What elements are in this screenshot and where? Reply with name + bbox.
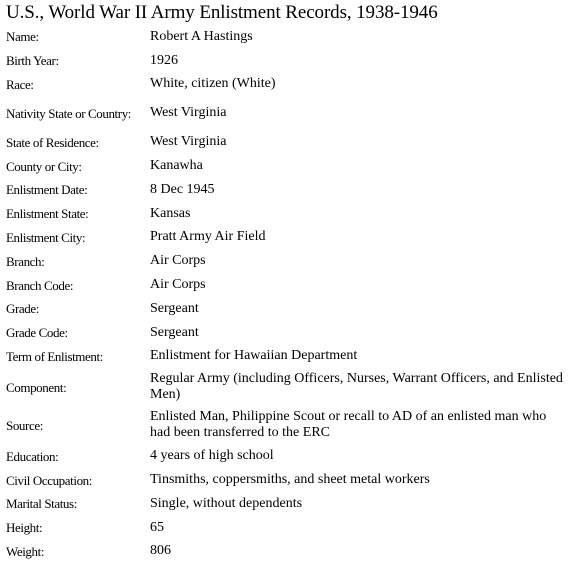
record-label: Grade Code: — [6, 325, 68, 341]
record-label: Civil Occupation: — [6, 472, 92, 488]
record-row-nativity — [6, 96, 566, 130]
record-value: 65 — [150, 519, 164, 535]
record-row-branch-code — [6, 273, 566, 297]
record-value: Enlisted Man, Philippine Scout or recall to AD of an enlisted man who had been transferred to the ERC — [150, 409, 547, 441]
record-label: Branch: — [6, 253, 45, 269]
record-label: Weight: — [6, 543, 45, 559]
record-value: West Virginia — [150, 134, 227, 150]
record-label: County or City: — [6, 158, 82, 174]
record-page — [0, 2, 572, 588]
record-row-grade — [6, 297, 566, 321]
record-value: Sergeant — [150, 300, 199, 316]
record-label: Height: — [6, 520, 43, 536]
record-value: Kansas — [150, 205, 191, 221]
record-label: Branch Code: — [6, 277, 74, 293]
record-row-birth-year — [6, 49, 566, 73]
enlistment-record-table — [6, 25, 566, 563]
record-row-source — [6, 406, 566, 444]
record-row-civil-occupation — [6, 468, 566, 492]
record-value: Pratt Army Air Field — [150, 229, 266, 245]
record-row-name — [6, 25, 566, 49]
record-row-state-of-residence — [6, 130, 566, 154]
page-title: U.S., World War II Army Enlistment Records, 1938-1946 — [6, 2, 438, 23]
record-label: Nativity State or Country: — [6, 105, 132, 121]
record-value: 1926 — [150, 52, 178, 68]
record-value: Sergeant — [150, 324, 199, 340]
record-label: Education: — [6, 448, 59, 464]
record-label: Marital Status: — [6, 496, 77, 512]
record-row-race — [6, 73, 566, 97]
record-value: Enlistment for Hawaiian Department — [150, 348, 358, 364]
record-value: 806 — [150, 543, 171, 559]
record-label: Enlistment Date: — [6, 182, 88, 198]
record-value: West Virginia — [150, 105, 227, 121]
record-label: Name: — [6, 29, 39, 45]
record-label: Birth Year: — [6, 53, 59, 69]
record-row-component — [6, 368, 566, 406]
record-row-height — [6, 516, 566, 540]
record-value: 8 Dec 1945 — [150, 181, 215, 197]
record-row-marital-status — [6, 492, 566, 516]
record-label: Enlistment State: — [6, 206, 89, 222]
record-row-term-of-enlistment — [6, 345, 566, 369]
record-row-weight — [6, 540, 566, 564]
record-value: Air Corps — [150, 253, 206, 269]
record-value: Kanawha — [150, 158, 203, 174]
record-row-enlistment-state — [6, 202, 566, 226]
record-label: Source: — [6, 417, 43, 433]
record-label: Enlistment City: — [6, 229, 86, 245]
record-row-enlistment-city — [6, 226, 566, 250]
record-value: 4 years of high school — [150, 448, 274, 464]
record-value: Single, without dependents — [150, 495, 303, 511]
record-label: Race: — [6, 76, 34, 92]
record-row-grade-code — [6, 321, 566, 345]
record-row-county — [6, 154, 566, 178]
record-value: Robert A Hastings — [150, 28, 253, 44]
record-value: Regular Army (including Officers, Nurses, Warrant Officers, and Enlisted Men) — [150, 371, 563, 403]
record-label: Component: — [6, 379, 67, 395]
record-label: Term of Enlistment: — [6, 348, 103, 364]
record-row-branch — [6, 249, 566, 273]
record-row-enlistment-date — [6, 178, 566, 202]
record-value: Air Corps — [150, 277, 206, 293]
record-value: White, citizen (White) — [150, 76, 276, 92]
record-label: Grade: — [6, 301, 39, 317]
record-label: State of Residence: — [6, 134, 99, 150]
record-value: Tinsmiths, coppersmiths, and sheet metal workers — [150, 472, 430, 488]
record-row-education — [6, 444, 566, 468]
